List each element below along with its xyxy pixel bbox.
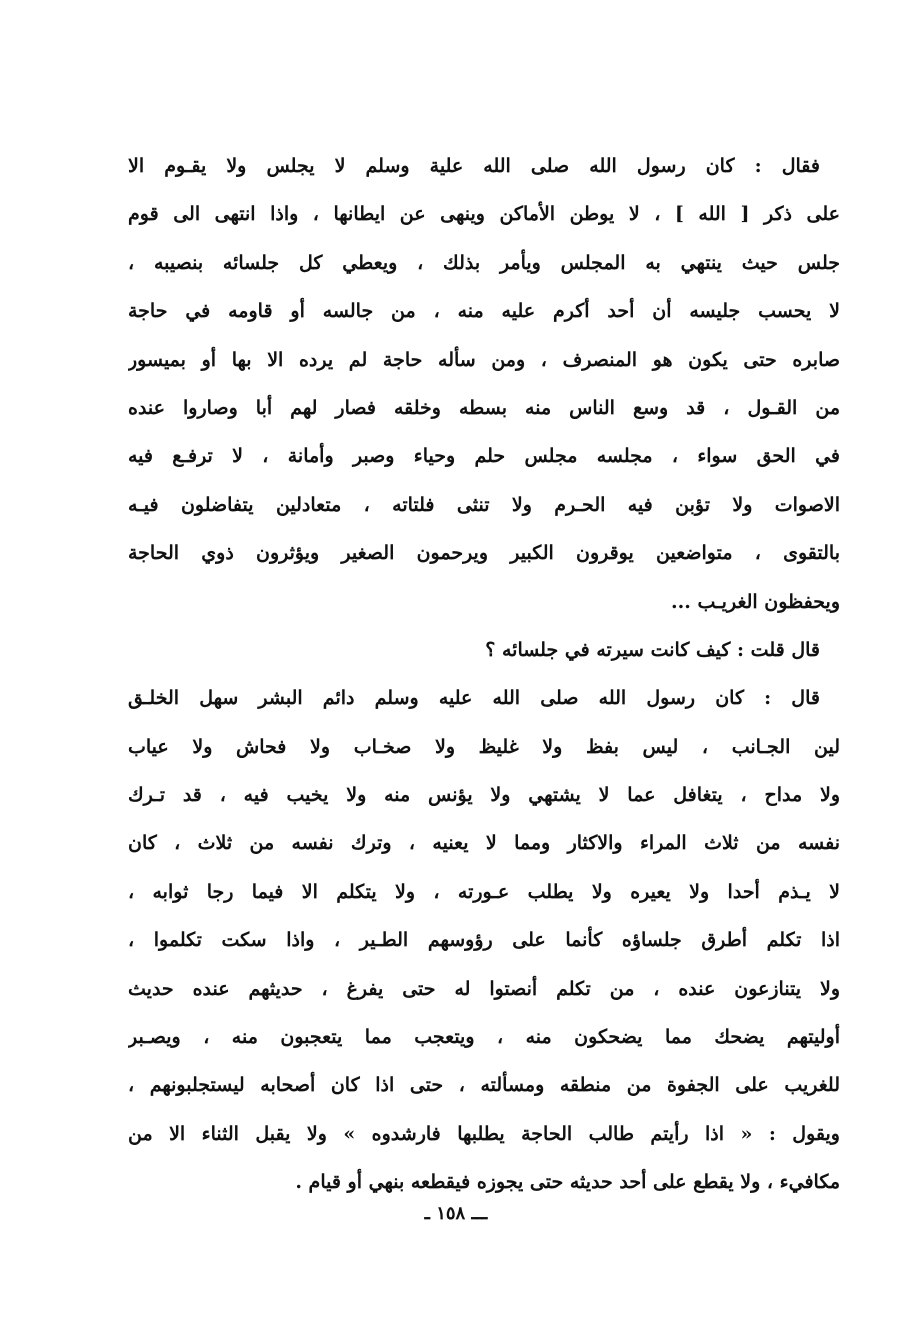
text-line: ويحفظون الغريـب ... bbox=[671, 590, 840, 613]
text-line: جلس حيث ينتهي به المجلس ويأمر بذلك ، ويعطي كل جلسائه بنصيبه ، bbox=[128, 251, 840, 274]
text-line: على ذكر [ الله ] ، لا يوطن الأماكن وينهى عن ايطانها ، واذا انتهى الى قوم bbox=[128, 203, 840, 226]
text-line: من القـول ، قد وسع الناس منه بسطه وخلقه فصار لهم أبا وصاروا عنده bbox=[128, 396, 840, 419]
text-line: فقال : كان رسول الله صلى الله علية وسلم لا يجلس ولا يقـوم الا bbox=[128, 155, 820, 177]
text-line: لا يـذم أحدا ولا يعيره ولا يطلب عـورته ، ولا يتكلم الا فيما رجا ثوابه ، bbox=[128, 880, 840, 903]
page-number: ـــ ١٥٨ ـ bbox=[424, 1203, 488, 1224]
text-line: قال : كان رسول الله صلى الله عليه وسلم دائم البشر سهل الخلـق bbox=[128, 687, 820, 710]
text-line: أوليتهم يضحك مما يضحكون منه ، ويتعجب مما يتعجبون منه ، ويصـبر bbox=[128, 1026, 840, 1049]
text-line: للغريب على الجفوة من منطقه ومسألته ، حتى اذا كان أصحابه ليستجلبونهم ، bbox=[128, 1074, 840, 1097]
text-line: لين الجـانب ، ليس بفظ ولا غليظ ولا صخـاب ولا فحاش ولا عياب bbox=[128, 735, 840, 758]
page-body-text bbox=[128, 142, 840, 1207]
text-line: ويقول : « اذا رأيتم طالب الحاجة يطلبها فارشدوه » ولا يقبل الثناء الا من bbox=[128, 1122, 840, 1145]
text-line: نفسه من ثلاث المراء والاكثار ومما لا يعنيه ، وترك نفسه من ثلاث ، كان bbox=[128, 832, 840, 855]
text-line: مكافيء ، ولا يقطع على أحد حديثه حتى يجوزه فيقطعه بنهي أو قيام . bbox=[295, 1171, 840, 1194]
text-line: لا يحسب جليسه أن أحد أكرم عليه منه ، من جالسه أو قاومه في حاجة bbox=[128, 300, 840, 323]
text-line: الاصوات ولا تؤبن فيه الحـرم ولا تنثى فلتاته ، متعادلين يتفاضلون فيـه bbox=[128, 493, 840, 516]
text-line: ولا يتنازعون عنده ، من تكلم أنصتوا له حتى يفرغ ، حديثهم عنده حديث bbox=[128, 977, 840, 1000]
text-line: اذا تكلم أطرق جلساؤه كأنما على رؤوسهم الطـير ، واذا سكت تكلموا ، bbox=[128, 929, 840, 952]
text-line: ولا مداح ، يتغافل عما لا يشتهي ولا يؤنس منه ولا يخيب فيه ، قد تـرك bbox=[128, 784, 840, 807]
text-line: قال قلت : كيف كانت سيرته في جلسائه ؟ bbox=[485, 638, 820, 661]
text-line: بالتقوى ، متواضعين يوقرون الكبير ويرحمون الصغير ويؤثرون ذوي الحاجة bbox=[128, 542, 840, 565]
text-line: صابره حتى يكون هو المنصرف ، ومن سأله حاجة لم يرده الا بها أو بميسور bbox=[128, 348, 840, 371]
text-line: في الحق سواء ، مجلسه مجلس حلم وحياء وصبر وأمانة ، لا ترفـع فيه bbox=[128, 445, 840, 468]
